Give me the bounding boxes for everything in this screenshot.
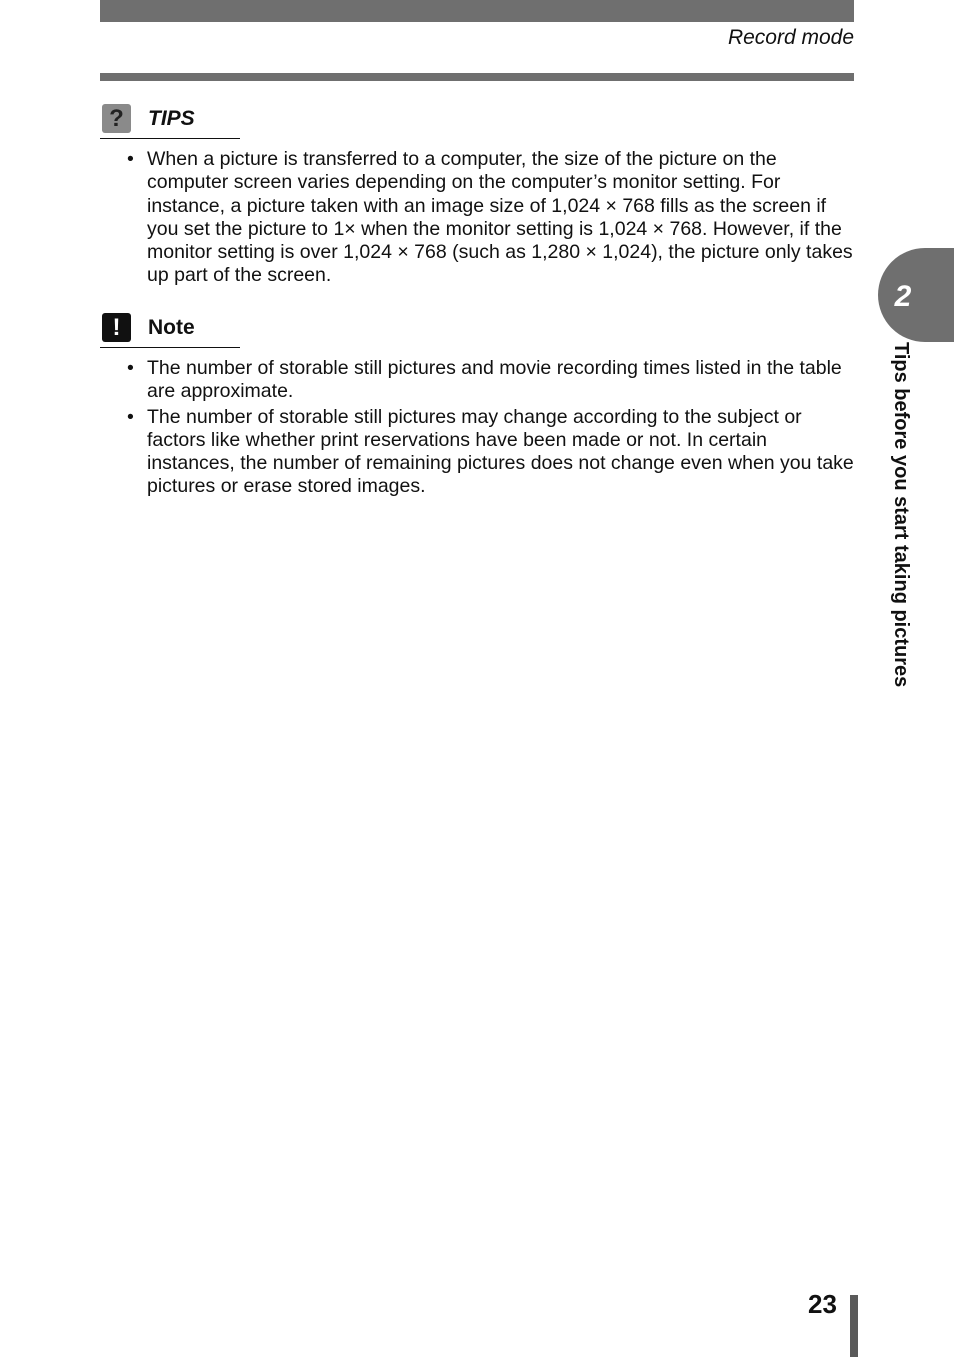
header-bar — [100, 0, 854, 22]
question-mark-icon: ? — [102, 104, 131, 133]
tips-list — [125, 148, 855, 290]
note-list — [125, 357, 855, 501]
chapter-number: 2 — [894, 280, 912, 313]
chapter-label: Tips before you start taking pictures — [890, 342, 912, 688]
note-item: • The number of storable still pictures may change according to the subject or factors like whether print reservations have been made or not. In certain instances, the number of remaining pictures does not change even when you take pictures or erase stored images. — [125, 406, 855, 499]
page-number: 23 — [808, 1289, 837, 1319]
note-heading — [100, 311, 240, 348]
header-rule — [100, 73, 854, 81]
tips-item: • When a picture is transferred to a computer, the size of the picture on the computer screen varies depending on the computer’s monitor setting. For instance, a picture taken with an image size of 1,024 × 768 fills as the screen if you set the picture to 1× when the monitor setting is 1,024 × 768. However, if the monitor setting is over 1,024 × 768 (such as 1,280 × 1,024), the picture only takes up part of the screen. — [125, 148, 855, 288]
tips-heading — [100, 102, 240, 139]
tips-title: TIPS — [148, 107, 195, 130]
chapter-tab — [878, 248, 954, 342]
note-title: Note — [148, 316, 195, 339]
section-title: Record mode — [727, 26, 854, 49]
exclamation-icon: ! — [102, 313, 131, 342]
page-number-bar — [850, 1295, 858, 1357]
note-item: • The number of storable still pictures and movie recording times listed in the table are approximate. — [125, 357, 855, 404]
